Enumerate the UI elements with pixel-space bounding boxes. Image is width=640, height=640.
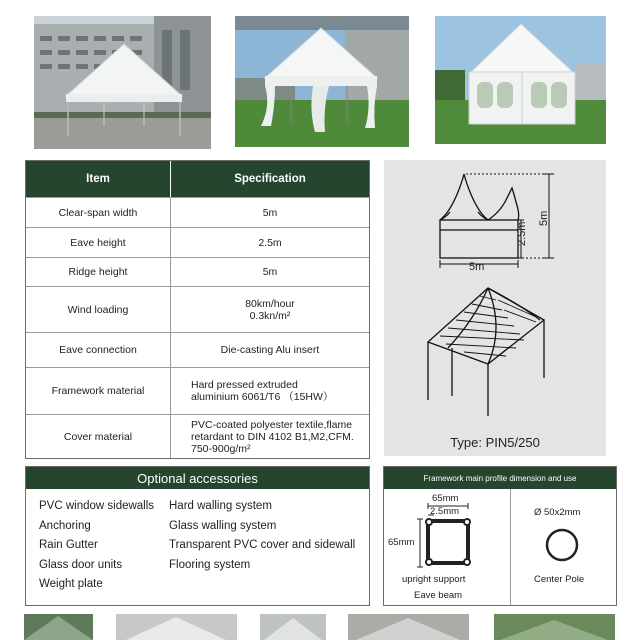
- photo-strip-1: [24, 614, 93, 640]
- photo-strip-4: [348, 614, 469, 640]
- table-row: [26, 332, 369, 367]
- row-item: Eave height: [26, 228, 171, 257]
- table-row: [26, 286, 369, 332]
- row-item: Cover material: [26, 415, 171, 458]
- list-item: Flooring system: [169, 558, 251, 571]
- optional-accessories-title: Optional accessories: [26, 467, 369, 489]
- list-item: Glass walling system: [169, 519, 277, 532]
- profile-dim-side: 65mm: [388, 537, 415, 548]
- row-spec: Hard pressed extruded: [191, 379, 298, 391]
- row-spec: PVC-coated polyester textile,flame: [191, 418, 353, 431]
- profile-dim-inner: 2.5mm: [430, 506, 460, 517]
- photo-tent-building: [34, 16, 211, 149]
- list-item: Hard walling system: [169, 500, 272, 512]
- upright-support-label: upright support: [402, 574, 466, 585]
- list-item: PVC window sidewalls: [39, 500, 155, 512]
- profile-title: Framework main profile dimension and use: [384, 467, 616, 489]
- list-item: Transparent PVC cover and sidewall: [169, 539, 356, 551]
- profile-dimension-panel: [383, 466, 617, 606]
- tent-drawing-panel: [384, 160, 606, 456]
- row-spec: 5m: [262, 266, 278, 278]
- dim-width-label: 5m: [469, 261, 485, 273]
- photo-tent-sidewalls: [435, 16, 606, 144]
- header-spec: Specification: [234, 173, 306, 185]
- row-item: Ridge height: [26, 258, 171, 286]
- photo-tent-curtains: [235, 16, 409, 147]
- list-item: Weight plate: [39, 578, 103, 590]
- center-pole-label: Center Pole: [534, 574, 585, 585]
- spec-table-header: [26, 161, 369, 197]
- row-spec: 0.3kn/m²: [249, 309, 291, 322]
- photo-strip-2: [116, 614, 237, 640]
- pole-dim-label: Ø 50x2mm: [534, 507, 581, 518]
- row-item: Clear-span width: [26, 198, 171, 227]
- row-spec: 2.5m: [258, 236, 282, 249]
- table-row: [26, 367, 369, 414]
- row-spec: Die-casting Alu insert: [220, 344, 320, 356]
- tent-drawing: [384, 160, 606, 456]
- dim-ridge-label: 5m: [538, 210, 550, 226]
- header-item: Item: [26, 161, 171, 197]
- eave-beam-label: Eave beam: [414, 590, 463, 601]
- spec-table: [25, 160, 370, 459]
- table-row: [26, 257, 369, 286]
- row-spec: retardant to DIN 4102 B1,M2,CFM.: [191, 430, 354, 443]
- row-item: Eave connection: [26, 333, 171, 367]
- row-spec: 5m: [262, 206, 278, 219]
- dim-eave-label: 2.5m: [516, 221, 528, 246]
- optional-list-left: [39, 497, 154, 595]
- row-item: Wind loading: [26, 287, 171, 332]
- list-item: Anchoring: [39, 519, 91, 532]
- profile-dim-top: 65mm: [432, 493, 459, 504]
- table-row: [26, 414, 369, 458]
- type-label: Type: PIN5/250: [450, 435, 540, 450]
- table-row: [26, 197, 369, 227]
- row-spec: 80km/hour: [245, 297, 295, 310]
- list-item: Glass door units: [39, 558, 123, 571]
- table-row: [26, 227, 369, 257]
- optional-list-right: [169, 497, 355, 575]
- optional-accessories-panel: [25, 466, 370, 606]
- row-spec: 750-900g/m²: [191, 442, 251, 455]
- row-item: Framework material: [26, 368, 171, 414]
- photo-strip-5: [494, 614, 615, 640]
- photo-strip-3: [260, 614, 326, 640]
- list-item: Rain Gutter: [39, 539, 98, 551]
- row-spec: aluminium 6061/T6 （15HW）: [191, 391, 334, 403]
